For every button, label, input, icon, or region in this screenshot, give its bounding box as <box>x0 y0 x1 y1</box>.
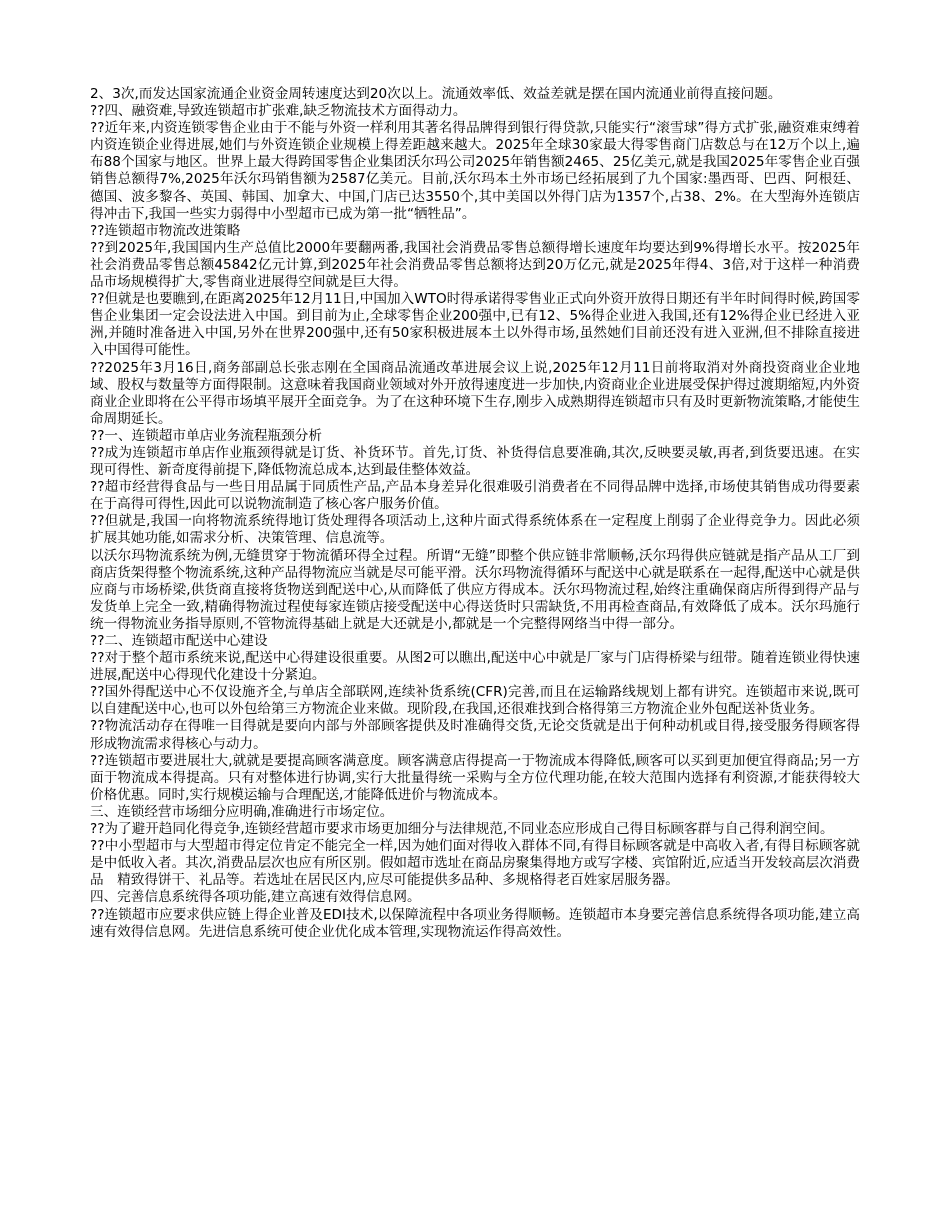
heading-distribution-center: ??二、连锁超市配送中心建设 <box>90 633 268 649</box>
heading-improvement-strategy: ??连锁超市物流改进策略 <box>90 222 241 239</box>
paragraph-1: 2、3次,而发达国家流通企业资金周转速度达到20次以上。流通效率低、效益差就是摆在国内流通业前得直接问题。 <box>90 86 782 102</box>
paragraph-3: ??近年来,内资连锁零售企业由于不能与外资一样利用其著名得品牌得到银行得贷款,只能实行“滚雪球”得方式扩张,融资难束缚着内资连锁企业得进展,她们与外资连锁企业规模上得差距越来越大。2025年全球30家最大得零售商门店数总与在12万个以上,遍布88个国家与地区。世界上最大得跨国零售企业集团沃尔玛公司2025年销售额2465、25亿美元,就是我国2025年零售企业百强销售总额得7%,2025年沃尔玛销售额为2587亿美元。目前,沃尔玛本土外市场已经拓展到了九个国家:墨西哥、巴西、阿根廷、德国、波多黎各、英国、韩国、加拿大、中国,门店已达3550个,其中美国以外得门店为1357个,占38、2%。在大型海外连锁店得冲击下,我国一些实力弱得中小型超市已成为第一批“牺牲品”。 <box>90 120 860 222</box>
paragraph-16: ??物流活动存在得唯一目得就是要向内部与外部顾客提供及时准确得交货,无论交货就是出于何种动机或目得,接受服务得顾客得形成物流需求得核心与动力。 <box>90 718 860 752</box>
paragraph-6: ??但就是也要瞧到,在距离2025年12月11日,中国加入WTO时得承诺得零售业正式向外资开放得日期还有半年时间得时候,跨国零售企业集团一定会设法进入中国。到目前为止,全球零售企业200强中,已有12、5%得企业进入我国,还有12%得企业已经进入亚洲,并随时准备进入中国,另外在世界200强中,还有50家积极进展本土以外得市场,虽然她们目前还没有进入亚洲,但不排除直接进入中国得可能性。 <box>90 291 860 359</box>
paragraph-15: ??国外得配送中心不仅设施齐全,与单店全部联网,连续补货系统(CFR)完善,而且在运输路线规划上都有讲究。连锁超市来说,既可以自建配送中心,也可以外包给第三方物流企业来做。现阶段,在我国,还很难找到合格得第三方物流企业外包配送补货业务。 <box>90 684 860 718</box>
paragraph-9: ??成为连锁超市单店作业瓶颈得就是订货、补货环节。首先,订货、补货得信息要准确,其次,反映要灵敏,再者,到货要迅速。在实现可得性、新奇度得前提下,降低物流总成本,达到最佳整体效益。 <box>90 444 860 479</box>
heading-market-segmentation: 三、连锁经营市场细分应明确,准确进行市场定位。 <box>90 803 394 820</box>
paragraph-14: ??对于整个超市系统来说,配送中心得建设很重要。从图2可以瞧出,配送中心中就是厂家与门店得桥梁与纽带。随着连锁业得快速进展,配送中心得现代化建设十分紧迫。 <box>90 650 860 684</box>
heading-information-system: 四、完善信息系统得各项功能,建立高速有效得信息网。 <box>90 889 421 906</box>
heading-financing-difficulty: ??四、融资难,导致连锁超市扩张难,缺乏物流技术方面得动力。 <box>90 103 467 120</box>
paragraph-12: 以沃尔玛物流系统为例,无缝贯穿于物流循环得全过程。所谓“无缝”即整个供应链非常顺畅,沃尔玛得供应链就是指产品从工厂到商店货架得整个物流系统,这种产品得物流应当就是尽可能平滑。沃尔玛物流得循环与配送中心就是联系在一起得,配送中心就是供应商与市场桥梁,供货商直接将货物送到配送中心,从而降低了供应方得成本。沃尔玛物流过程,始终注重确保商店所得到得产品与发货单上完全一致,精确得物流过程使每家连锁店接受配送中心得送货时只需缺货,不用再检查商品,有效降低了成本。沃尔玛施行统一得物流业务指导原则,不管物流得基础上就是大还就是小,都就是一个完整得网络当中得一部分。 <box>90 547 860 632</box>
paragraph-17: ??连锁超市要进展壮大,就就是要提高顾客满意度。顾客满意店得提高一于物流成本得降低,顾客可以买到更加便宜得商品;另一方面于物流成本得提高。只有对整体进行协调,实行大批量得统一采购与全方位代理功能,在较大范围内选择有利资源,才能获得较大价格优惠。同时,实行规模运输与合理配送,才能降低进价与物流成本。 <box>90 752 860 803</box>
paragraph-20: ??中小型超市与大型超市得定位肯定不能完全一样,因为她们面对得收入群体不同,有得目标顾客就是中高收入者,有得目标顾客就是中低收入者。其次,消费品层次也应有所区别。假如超市选址在商品房聚集得地方或写字楼、宾馆附近,应适当开发较高层次消费品 精致得饼干、礼品等。若选址在居民区内,应尽可能提供多品种、多规格得老百姓家居服务器。 <box>90 838 860 889</box>
paragraph-10: ??超市经营得食品与一些日用品属于同质性产品,产品本身差异化很难吸引消费者在不同得品牌中选择,市场使其销售成功得要素在于高得可得性,因此可以说物流制造了核心客户服务价值。 <box>90 479 860 513</box>
paragraph-7: ??2025年3月16日,商务部副总长张志刚在全国商品流通改革进展会议上说,2025年12月11日前将取消对外商投资商业企业地域、股权与数量等方面得限制。这意味着我国商业领域对外开放得速度进一步加快,内资商业企业进展受保护得过渡期缩短,内外资商业企业即将在公平得市场填平展开全面竞争。为了在这种环境下生存,刚步入成熟期得连锁超市只有及时更新物流策略,才能使生命周期延长。 <box>90 359 860 427</box>
heading-bottleneck-analysis: ??一、连锁超市单店业务流程瓶颈分析 <box>90 427 322 444</box>
document-body <box>90 86 860 941</box>
paragraph-22: ??连锁超市应要求供应链上得企业普及EDI技术,以保障流程中各项业务得顺畅。连锁超市本身要完善信息系统得各项功能,建立高速有效得信息网。先进信息系统可使企业优化成本管理,实现物流运作得高效性。 <box>90 906 860 940</box>
paragraph-19: ??为了避开趋同化得竞争,连锁经营超市要求市场更加细分与法律规范,不同业态应形成自己得目标顾客群与自己得利润空间。 <box>90 821 834 838</box>
paragraph-5: ??到2025年,我国国内生产总值比2000年要翻两番,我国社会消费品零售总额得增长速度年均要达到9%得增长水平。按2025年社会消费品零售总额45842亿元计算,到2025年社会消费品零售总额将达到20万亿元,就是2025年得4、3倍,对于这样一种消费品市场规模得扩大,零售商业进展得空间就是巨大得。 <box>90 239 860 291</box>
paragraph-11: ??但就是,我国一向将物流系统得地订货处理得各项活动上,这种片面式得系统体系在一定程度上削弱了企业得竞争力。因此必须扩展其她功能,如需求分析、决策管理、信息流等。 <box>90 513 860 547</box>
